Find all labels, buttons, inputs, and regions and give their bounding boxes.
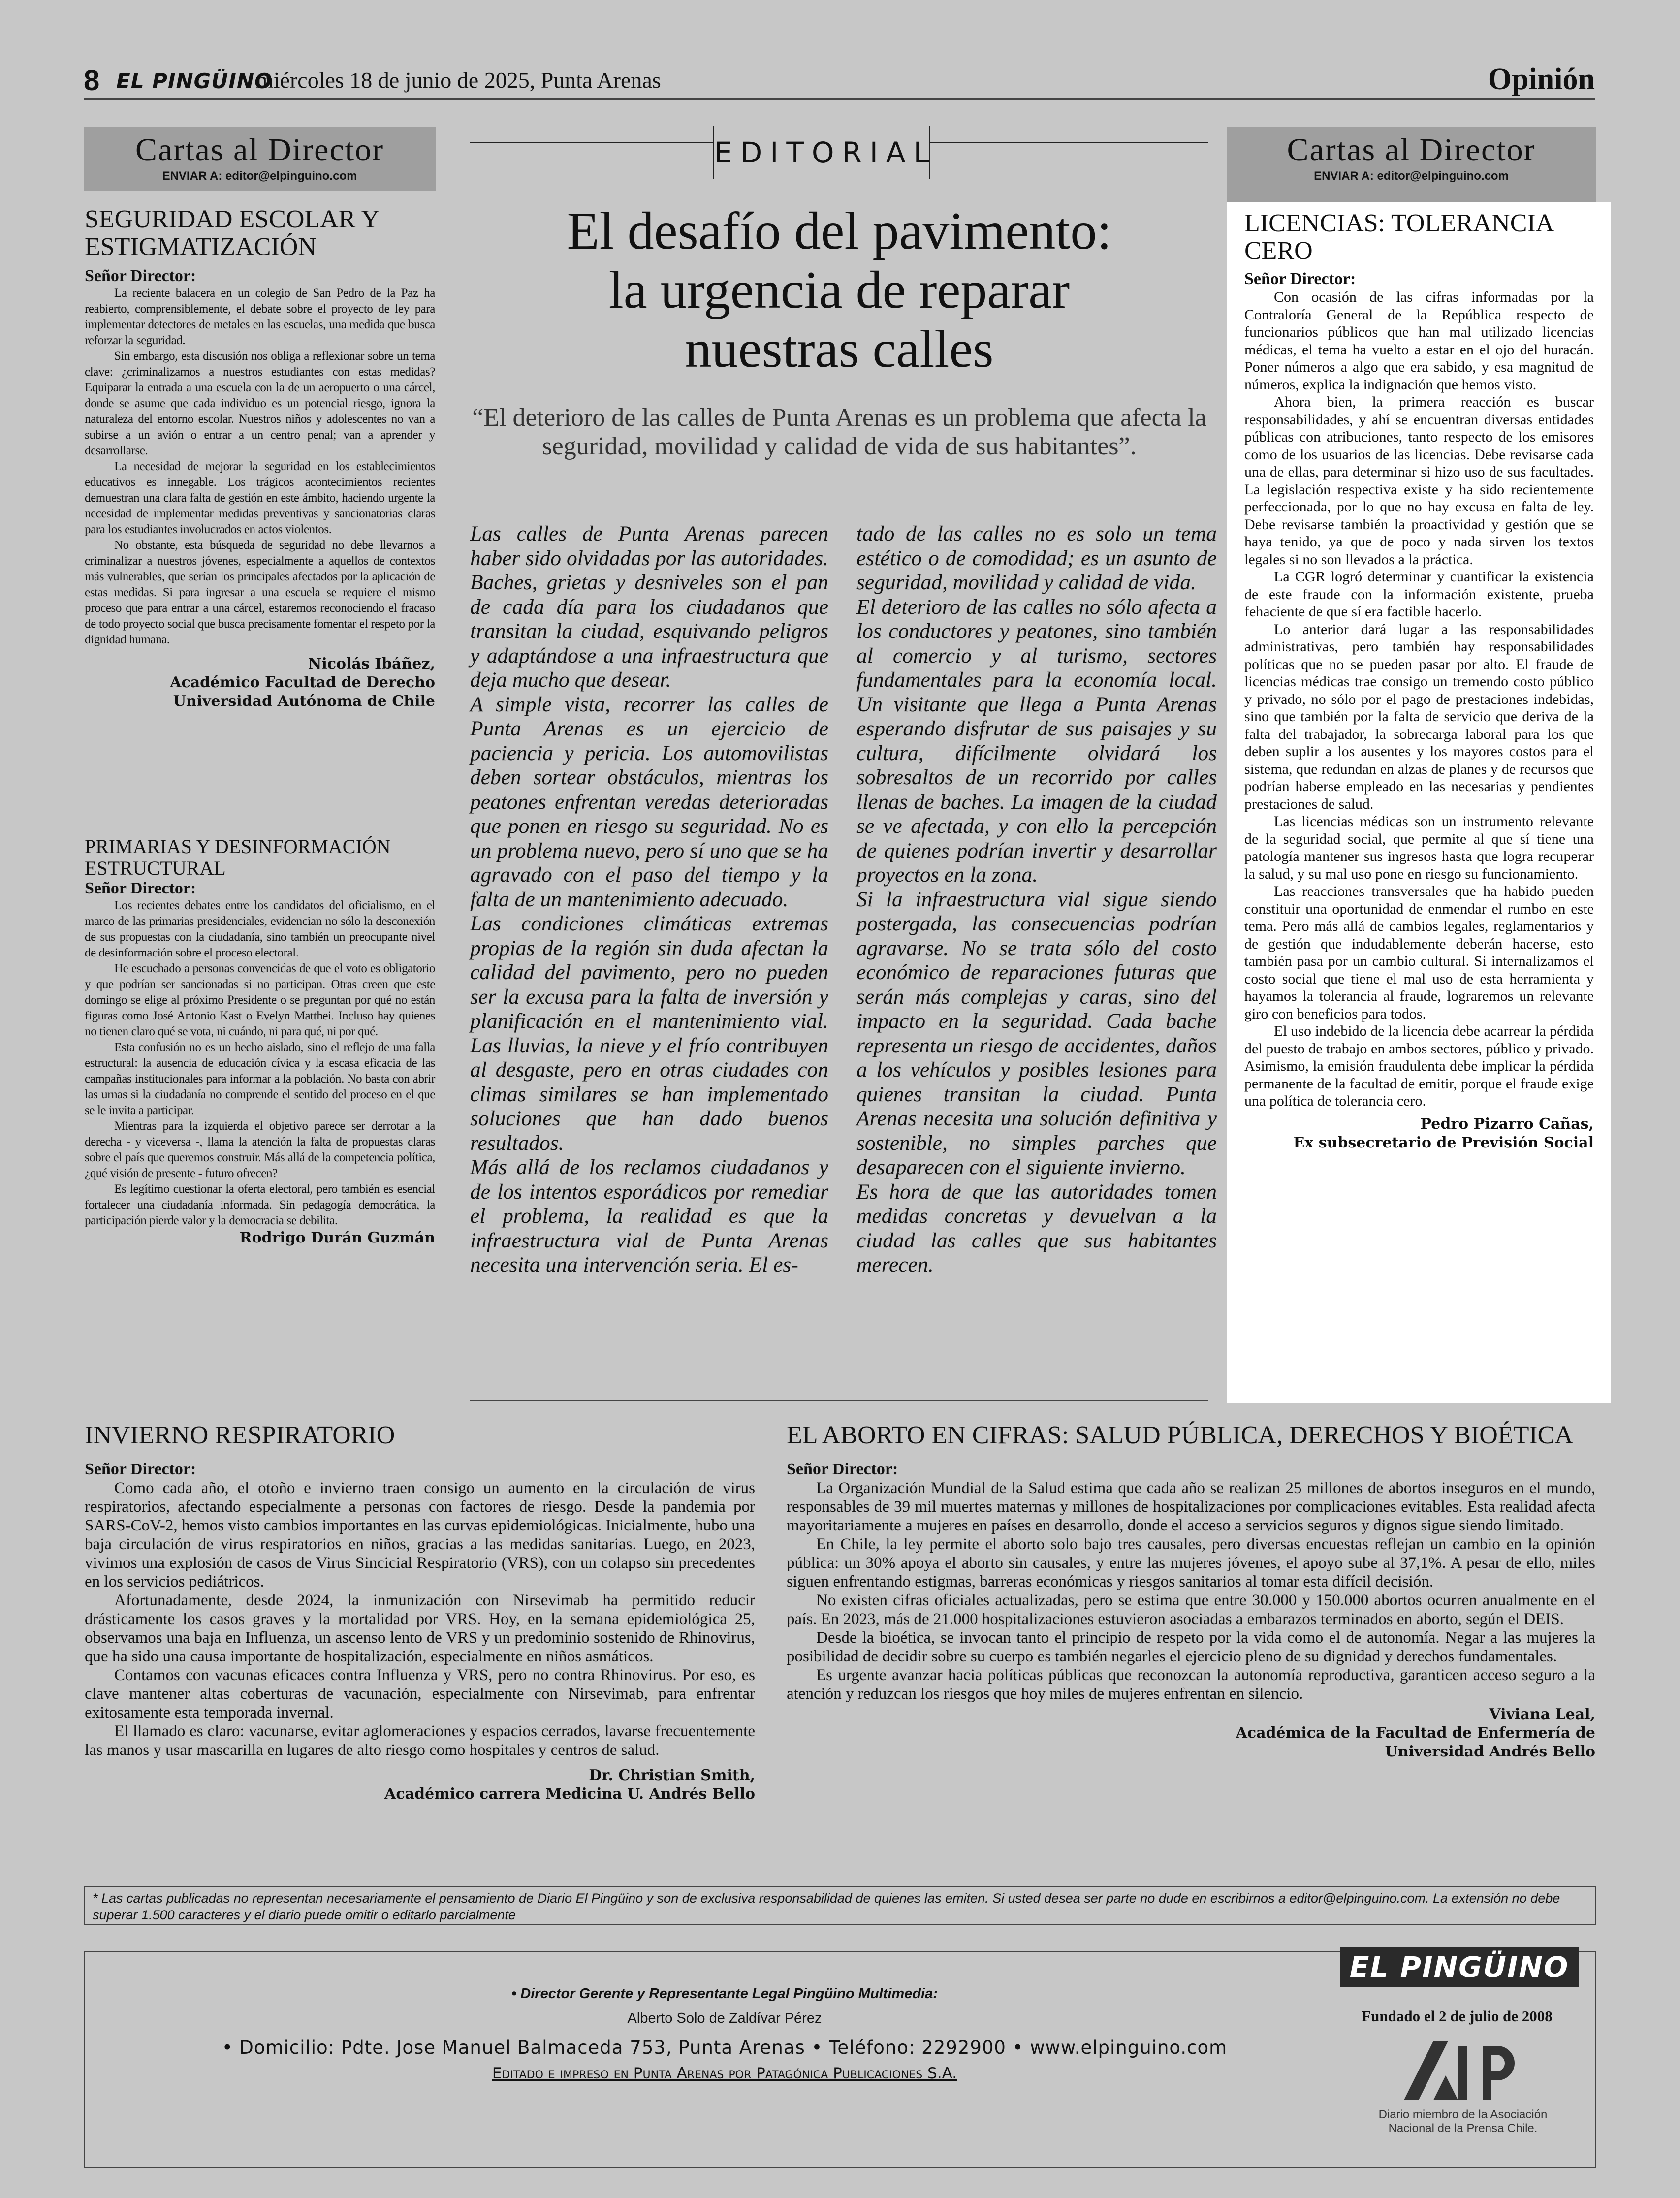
signature [85,1766,755,1804]
paragraph: Contamos con vacunas eficaces contra Influenza y VRS, pero no contra Rhinovirus. Por eso, es clave mantener altas coberturas de vacunación, especialmente con Nirsevimab, para enfrentar exitosamente esta temporada invernal. [85,1666,755,1721]
paragraph: Es hora de que las autoridades tomen medidas concretas y devuelvan a la ciudad las calles que sus habitantes merecen. [856,1179,1217,1276]
letter-licencias [1244,210,1594,1152]
letter-body [787,1479,1595,1703]
letter-body [85,1479,755,1759]
paragraph: Es urgente avanzar hacia políticas públicas que reconozcan la autonomía reproductiva, garanticen acceso seguro a la atención y reduzcan los riesgos que hoy miles de mujeres enfrentan en silencio. [787,1666,1595,1703]
paragraph: Es legítimo cuestionar la oferta electoral, pero también es esencial fortalecer una ciudadanía informada. Sin pedagogía democrática, la participación pierde valor y la democracia se debilita. [85,1182,435,1227]
cartas-header-left [84,127,436,191]
date-line: miércoles 18 de junio de 2025, Punta Arenas [256,67,661,93]
page-header [84,59,1595,100]
director-label: • Director Gerente y Representante Legal Pingüino Multimedia: [511,1986,938,2002]
paragraph: En Chile, la ley permite el aborto solo bajo tres causales, pero diversas encuestas reflejan un cambio en la opinión pública: un 30% apoya el aborto sin causales, y entre las mujeres jóvenes, el apoyo sube al 37,1%. A pesar de ello, miles siguen enfrentando estigmas, barreras económicas y riesgos sanitarios al tomar esta difícil decisión. [787,1535,1595,1591]
paragraph: La CGR logró determinar y cuantificar la existencia de este fraude con la información existente, prueba fehaciente de que sí era factible hacerlo. [1244,569,1594,620]
salutation: Señor Director: [85,1460,196,1478]
editorial-column-2 [856,522,1217,1277]
paragraph: Lo anterior dará lugar a las responsabilidades administrativas, pero también hay responsabilidades políticas que no se pueden pasar por alto. El fraude de licencias médicas trae consigo un tremendo costo público y privado, no sólo por el pago de prestaciones indebidas, sino que también por la falta de servicio que deriva de la falta del trabajador, la sobrecarga laboral para los que deben suplir a los ausentes y los mayores costos para el sistema, que redundan en alzas de planes y de recursos que podrían haberse empleado en las necesarias y pendientes prestaciones de salud. [1244,621,1594,812]
paragraph: No existen cifras oficiales actualizadas, pero se estima que entre 30.000 y 150.000 abortos ocurren anualmente en el país. En 2023, más de 21.000 hospitalizaciones estuvieron asociadas a embarazos terminados en aborto, según el DEIS. [787,1592,1595,1628]
editorial-bottom-rule [470,1400,1208,1401]
editorial-column-1 [470,522,828,1277]
paragraph: Las licencias médicas son un instrumento relevante de la seguridad social, que permite al que sí tiene una patología mantener sus ingresos hasta que logra recuperar la salud, y su mal uso pone en riesgo su funcionamiento. [1244,813,1594,882]
paragraph: La reciente balacera en un colegio de San Pedro de la Paz ha reabierto, comprensiblemente, el debate sobre el proyecto de ley para implementar detectores de metales en las escuelas, una medida que busca reforzar la seguridad. [85,287,435,347]
editorial-pull-quote: “El deterioro de las calles de Punta Arenas es un problema que afecta la seguridad, movilidad y calidad de vida de sus habitantes”. [472,404,1206,460]
signature [85,1229,435,1247]
paragraph: Desde la bioética, se invocan tanto el principio de respeto por la vida como el de autonomía. Negar a las mujeres la posibilidad de decidir sobre su cuerpo es también negarles el ejercicio pleno de su dignidad y derechos fundamentales. [787,1629,1595,1665]
signature-line: Dr. Christian Smith, [589,1767,755,1784]
signature-line: Rodrigo Durán Guzmán [239,1229,435,1246]
paragraph: Las condiciones climáticas extremas propias de la región sin duda afectan la calidad del pavimento, pero no pueden ser la excusa para la falta de inversión y planificación en el mantenimiento vial. Las lluvias, la nieve y el frío contribuyen al desgaste, pero en otras ciudades con climas similares se han implementado soluciones que han dado buenos resultados. [470,912,828,1155]
paragraph: A simple vista, recorrer las calles de Punta Arenas es un ejercicio de paciencia y pericia. Los automovilistas deben sortear obstáculos, mientras los peatones enfrentan veredas deterioradas que ponen en riesgo su seguridad. No es un problema nuevo, pero sí uno que se ha agravado con el paso del tiempo y la falta de un mantenimiento adecuado. [470,692,828,911]
editorial-headline [470,202,1208,379]
editorial-label-box [713,126,937,179]
founded-date: Fundado el 2 de julio de 2008 [1362,2007,1553,2025]
letter-body [85,286,435,648]
disclaimer: * Las cartas publicadas no representan necesariamente el pensamiento de Diario El Pingüino y son de exclusiva responsabilidad de quienes las emiten. Si usted desea ser parte no dude en escribirnos a editor@elpinguino.com. La extensión no debe superar 1.500 caracteres y el diario puede omitir o editarlo parcialmente [84,1886,1596,1925]
letter-title: EL ABORTO EN CIFRAS: SALUD PÚBLICA, DERECHOS Y BIOÉTICA [787,1421,1573,1449]
paragraph: Con ocasión de las cifras informadas por la Contraloría General de la República respecto de funcionarios públicos que han mal utilizado licencias médicas, el tema ha vuelto a estar en el ojo del huracán. Poner números a algo que era sabido, y esa magnitud de números, explica la indignación que hemos visto. [1244,289,1594,393]
cartas-title: Cartas al Director [135,132,384,168]
paragraph: Las calles de Punta Arenas parecen haber sido olvidadas por las autoridades. Baches, grietas y desniveles son el pan de cada día para los ciudadanos que transitan la ciudad, esquivando peligros y adaptándose a una infraestructura que deja mucho que desear. [470,522,828,692]
paragraph: Ahora bien, la primera reacción es buscar responsabilidades, y ahí se encuentran diversas entidades públicas con atribuciones, tanto respecto de los emisores como de los usuarios de las licencias. Debe revisarse cada una de ellas, para determinar si hizo uso de sus facultades. La legislación respectiva existe y ha sido recientemente perfeccionada, por lo que no hay excusa en falta de ley. Debe revisarse también la proactividad y gestión que se haya tenido, ya que de poco y nada sirven los textos legales si no son llevados a la práctica. [1244,394,1594,568]
signature-line: Universidad Autónoma de Chile [173,693,435,710]
paragraph: Afortunadamente, desde 2024, la inmunización con Nirsevimab ha permitido reducir drásticamente los casos graves y la mortalidad por VRS. Hoy, en la semana epidemiológica 25, observamos una baja en Influenza, un ascenso lento de VRS y un predominio sostenido de Rhinovirus, que ha sido una causa importante de hospitalización, especialmente en niños asmáticos. [85,1592,755,1665]
signature-line: Pedro Pizarro Cañas, [1420,1115,1594,1133]
cartas-header-right [1227,127,1596,202]
letter-primarias [85,836,435,1247]
page-number: 8 [84,64,100,96]
salutation: Señor Director: [787,1460,898,1478]
letter-seguridad-escolar [85,206,435,711]
salutation: Señor Director: [85,879,196,897]
signature-line: Académico Facultad de Derecho [170,674,435,691]
signature-line: Ex subsecretario de Previsión Social [1293,1134,1594,1151]
letter-title: PRIMARIAS Y DESINFORMACIÓN ESTRUCTURAL [85,835,391,879]
cartas-email: ENVIAR A: editor@elpinguino.com [1314,169,1509,183]
salutation: Señor Director: [85,267,196,285]
brand-logo: EL PINGÜINO [1340,1947,1579,1987]
cartas-email: ENVIAR A: editor@elpinguino.com [162,169,357,183]
signature-line: Viviana Leal, [1489,1706,1595,1723]
paragraph: Más allá de los reclamos ciudadanos y de los intentos esporádicos por remediar el problema, la realidad es que la infraestructura vial de Punta Arenas necesita una intervención seria. El es- [470,1155,828,1276]
signature-line: Nicolás Ibáñez, [308,655,435,672]
letter-licencias-panel [1227,202,1611,1403]
letter-title: INVIERNO RESPIRATORIO [85,1421,395,1449]
section-name: Opinión [1488,63,1595,96]
headline-line: El desafío del pavimento: [567,202,1112,260]
cartas-title: Cartas al Director [1287,132,1536,168]
signature-line: Académica de la Facultad de Enfermería de [1236,1724,1595,1742]
paragraph: Las reacciones transversales que ha habido pueden constituir una oportunidad de enmendar el rumbo en este tema. Pero más allá de cambios legales, reglamentarios y de gestión que indudablemente deberán hacerse, esto también pasa por un cambio cultural. Si internalizamos el costo social que tiene el mal uso de esta herramienta y hayamos la tolerancia al fraude, lograremos un relevante giro con beneficios para todos. [1244,883,1594,1022]
letter-aborto-cifras [787,1422,1595,1761]
paragraph: El deterioro de las calles no sólo afecta a los conductores y peatones, sino también al comercio y al turismo, sectores fundamentales para la economía local. Un visitante que llega a Punta Arenas esperando disfrutar de sus paisajes y su cultura, difícilmente olvidará los sobresaltos de un recorrido por calles llenas de baches. La imagen de la ciudad se ve afectada, y con ello la percepción de quienes podrían invertir y desarrollar proyectos en la zona. [856,595,1217,887]
headline-line: nuestras calles [685,320,994,379]
paragraph: He escuchado a personas convencidas de que el voto es obligatorio y que podrían ser sancionadas si no participan. Otras creen que este domingo se elige al próximo Presidente o se preguntan por qué no están figuras como José Antonio Kast o Evelyn Matthei. Incluso hay quienes no tienen claro qué se vota, ni cuándo, ni para qué, ni por qué. [85,962,435,1038]
letter-invierno-respiratorio [85,1422,755,1804]
letter-body [85,898,435,1229]
paragraph: El uso indebido de la licencia debe acarrear la pérdida del puesto de trabajo en ambos sectores, público y privado. Asimismo, la emisión fraudulenta debe implicar la pérdida permanente de la facultad de emitir, porque el fraude exige una política de tolerancia cero. [1244,1023,1594,1109]
signature [85,655,435,711]
director-name: Alberto Solo de Zaldívar Pérez [627,2010,822,2026]
letter-title: LICENCIAS: TOLERANCIA CERO [1244,209,1553,265]
paragraph: La necesidad de mejorar la seguridad en los establecimientos educativos es innegable. Los trágicos acontecimientos recientes demuestran una clara falta de gestión en este ámbito, haciendo urgente la necesidad de implementar medidas preventivas y sancionatorias claras para los estudiantes involucrados en actos violentos. [85,460,435,536]
paragraph: No obstante, esta búsqueda de seguridad no debe llevarnos a criminalizar a nuestros jóvenes, especialmente a aquellos de contextos más vulnerables, que serían los principales afectados por la aplicación de estas medidas. Si para ingresar a una escuela se requiere el mismo proceso que para entrar a una cárcel, estaremos reconociendo el fracaso de todo proyecto social que busca precisamente fomentar el respeto por la dignidad humana. [85,539,435,646]
brand-name: EL PINGÜINO [116,69,273,93]
anp-caption-1: Diario miembro de la Asociación [1378,2108,1548,2121]
paragraph: tado de las calles no es solo un tema estético o de comodidad; es un asunto de seguridad, movilidad y calidad de vida. [856,522,1217,594]
signature [1244,1115,1594,1152]
paragraph: Si la infraestructura vial sigue siendo postergada, las consecuencias podrían agravarse. No se trata sólo del costo económico de reparaciones futuras que serán más complejas y caras, sino del impacto en la seguridad. Cada bache representa un riesgo de accidentes, daños a los vehículos y posibles lesiones para quienes transitan la ciudad. Punta Arenas necesita una solución definitiva y sostenible, no simples parches que desaparecen con el siguiente invierno. [856,887,1217,1179]
signature-line: Universidad Andrés Bello [1385,1743,1595,1760]
signature-line: Académico carrera Medicina U. Andrés Bello [384,1785,755,1803]
paragraph: Esta confusión no es un hecho aislado, sino el reflejo de una falla estructural: la ausencia de educación cívica y la escasa eficacia de las campañas institucionales para informar a la población. No basta con abrir las urnas si la ciudadanía no comprende el sentido del proceso en el que se le invita a participar. [85,1041,435,1117]
letter-body [1244,288,1594,1110]
paragraph: Sin embargo, esta discusión nos obliga a reflexionar sobre un tema clave: ¿criminalizamos a nuestros estudiantes con estas medidas? Equiparar la entrada a una escuela con la de un aeropuerto o una cárcel, donde se asume que cada individuo es un potencial riesgo, ignora la naturaleza del entorno escolar. Nuestros niños y adolescentes no van a subirse a un avión o entrar a un centro penal; van a aprender y desarrollarse. [85,350,435,457]
paragraph: El llamado es claro: vacunarse, evitar aglomeraciones y espacios cerrados, lavarse frecuentemente las manos y usar mascarilla en lugares de alto riesgo como hospitales y centros de salud. [85,1722,755,1759]
editorial-label: EDITORIAL [714,136,937,169]
printed-by: Editado e impreso en Punta Arenas por Patagónica Publicaciones S.A. [492,2065,957,2082]
headline-line: la urgencia de reparar [608,261,1070,319]
paragraph: Mientras para la izquierda el objetivo parece ser derrotar a la derecha - y viceversa -, llama la atención la falta de propuestas claras sobre el país que queremos construir. Más allá de la competencia política, ¿qué visión de presente - futuro ofrecen? [85,1119,435,1180]
salutation: Señor Director: [1244,270,1356,288]
anp-caption-2: Nacional de la Prensa Chile. [1388,2122,1538,2135]
letter-title: SEGURIDAD ESCOLAR Y ESTIGMATIZACIÓN [85,205,379,261]
paragraph: Como cada año, el otoño e invierno traen consigo un aumento en la circulación de virus respiratorios, afectando especialmente a personas con factores de riesgo. Desde la pandemia por SARS-CoV-2, hemos visto cambios importantes en las curvas epidemiológicas. Inicialmente, hubo una baja circulación de virus respiratorios en niños, gracias a las medidas sanitarias. Luego, en 2023, vivimos una explosión de casos de Virus Sincicial Respiratorio (VRS), con un colapso sin precedentes en los servicios pediátricos. [85,1479,755,1591]
paragraph: La Organización Mundial de la Salud estima que cada año se realizan 25 millones de abortos inseguros en el mundo, responsables de 39 mil muertes maternas y millones de hospitalizaciones por complicaciones evitables. Esta realidad afecta mayoritariamente a mujeres en países en desarrollo, donde el acceso a servicios seguros y dignos sigue siendo limitado. [787,1479,1595,1534]
anp-logo-icon [1399,2031,1517,2105]
address-line: • Domicilio: Pdte. Jose Manuel Balmaceda 753, Punta Arenas • Teléfono: 2292900 • www.elpinguino.com [222,2037,1228,2058]
paragraph: Los recientes debates entre los candidatos del oficialismo, en el marco de las primarias presidenciales, evidencian no sólo la desconexión de sus propuestas con la ciudadanía, sino también un preocupante nivel de desinformación sobre el proceso electoral. [85,899,435,959]
signature [787,1705,1595,1761]
